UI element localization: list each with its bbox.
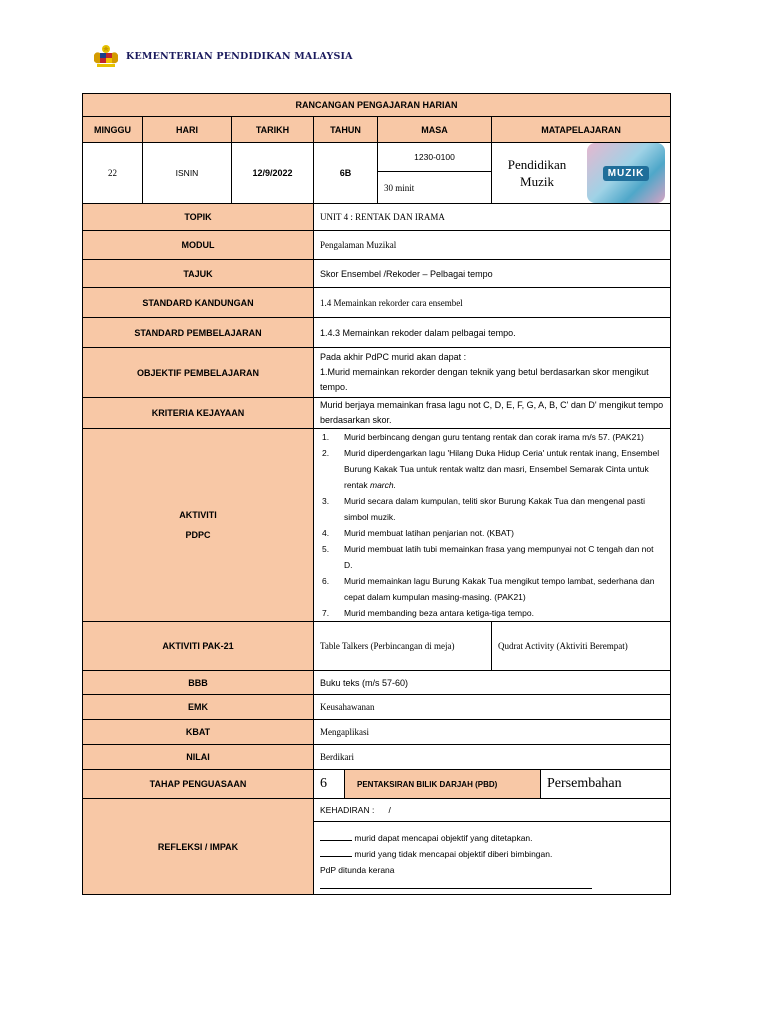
nilai-value: Berdikari (314, 745, 671, 770)
aktiviti-label (83, 429, 314, 622)
col-hari: HARI (143, 117, 232, 143)
masa-duration: 30 minit (378, 172, 492, 204)
refleksi-line-1: murid dapat mencapai objektif yang ditetapkan. (320, 830, 664, 846)
kriteria-label: KRITERIA KEJAYAAN (83, 398, 314, 429)
pbd-label: PENTAKSIRAN BILIK DARJAH (PBD) (345, 770, 541, 798)
objektif-intro: Pada akhir PdPC murid akan dapat : (320, 352, 467, 362)
col-tarikh: TARIKH (232, 117, 314, 143)
sk-value: 1.4 Memainkan rekorder cara ensembel (314, 288, 671, 318)
col-masa: MASA (378, 117, 492, 143)
malaysia-coat-of-arms-icon (92, 43, 120, 69)
bbb-label: BBB (83, 671, 314, 695)
logo-text: MUZIK (603, 166, 650, 181)
pak21-activity-b: Qudrat Activity (Aktiviti Berempat) (492, 622, 671, 671)
page-header (92, 42, 353, 70)
pak21-label: AKTIVITI PAK-21 (83, 622, 314, 671)
tarikh-value: 12/9/2022 (232, 143, 314, 204)
tajuk-value: Skor Ensembel /Rekoder – Pelbagai tempo (314, 260, 671, 288)
refleksi-line-3: PdP ditunda kerana (320, 862, 664, 894)
objektif-value (314, 348, 671, 398)
col-matapelajaran: MATAPELAJARAN (492, 117, 671, 143)
subject-cell (492, 143, 671, 204)
objektif-item: 1.Murid memainkan rekorder dengan teknik yang betul berdasarkan skor mengikut tempo. (320, 367, 649, 392)
lesson-plan-table (82, 93, 671, 895)
kriteria-value: Murid berjaya memainkan frasa lagu not C, D, E, F, G, A, B, C' dan D' mengikut tempo berdasarkan skor. (314, 398, 671, 429)
kbat-value: Mengaplikasi (314, 720, 671, 745)
topik-label: TOPIK (83, 204, 314, 231)
list-item: 2. Murid diperdengarkan lagu 'Hilang Duka Hidup Ceria' untuk rentak inang, Ensembel Burung Kakak Tua untuk rentak waltz dan masri, Ensembel Semarak Cinta untuk rentak march. (322, 448, 660, 490)
kbat-label: KBAT (83, 720, 314, 745)
objektif-label: OBJEKTIF PEMBELAJARAN (83, 348, 314, 398)
list-item: 5. Murid membuat latih tubi memainkan frasa yang mempunyai not C tengah dan not D. (322, 544, 654, 570)
emk-value: Keusahawanan (314, 695, 671, 720)
refleksi-line-2: murid yang tidak mencapai objektif diberi bimbingan. (320, 846, 664, 862)
pbd-value: Persembahan (547, 776, 622, 791)
tahap-label: TAHAP PENGUASAAN (83, 770, 314, 799)
aktiviti-label-1: AKTIVITI (179, 510, 217, 520)
blank-field[interactable] (320, 848, 352, 857)
list-item: 6. Murid memainkan lagu Burung Kakak Tua mengikut tempo lambat, sederhana dan cepat dalam kumpulan masing-masing. (PAK21) (322, 576, 655, 602)
aktiviti-list (320, 429, 664, 621)
sk-label: STANDARD KANDUNGAN (83, 288, 314, 318)
tahun-value: 6B (314, 143, 378, 204)
kehadiran-field[interactable]: KEHADIRAN : / (314, 799, 670, 822)
col-tahun: TAHUN (314, 117, 378, 143)
ministry-name: KEMENTERIAN PENDIDIKAN MALAYSIA (126, 50, 353, 62)
modul-label: MODUL (83, 231, 314, 260)
col-minggu: MINGGU (83, 117, 143, 143)
sp-value: 1.4.3 Memainkan rekoder dalam pelbagai tempo. (314, 318, 671, 348)
plan-title: RANCANGAN PENGAJARAN HARIAN (83, 94, 671, 117)
tahap-cell (314, 770, 671, 799)
sp-label: STANDARD PEMBELAJARAN (83, 318, 314, 348)
refleksi-label: REFLEKSI / IMPAK (83, 799, 314, 895)
nilai-label: NILAI (83, 745, 314, 770)
list-item: 3. Murid secara dalam kumpulan, teliti skor Burung Kakak Tua dan mengenal pasti simbol muzik. (322, 496, 645, 522)
refleksi-cell (314, 799, 671, 895)
modul-value: Pengalaman Muzikal (314, 231, 671, 260)
list-item: 1. Murid berbincang dengan guru tentang rentak dan corak irama m/s 57. (PAK21) (322, 432, 644, 442)
list-item: 4. Murid membuat latihan penjarian not. (KBAT) (322, 528, 514, 538)
hari-value: ISNIN (143, 143, 232, 204)
list-item: 7. Murid membanding beza antara ketiga-tiga tempo. (322, 608, 534, 618)
tahap-value: 6 (314, 770, 345, 798)
pak21-activity-a: Table Talkers (Perbincangan di meja) (314, 622, 492, 671)
aktiviti-label-2: PDPC (185, 530, 211, 540)
minggu-value: 22 (83, 143, 143, 204)
subject-logo (582, 143, 670, 203)
music-logo-icon (587, 143, 665, 203)
masa-time: 1230-0100 (378, 143, 492, 172)
blank-field[interactable] (320, 880, 592, 889)
tajuk-label: TAJUK (83, 260, 314, 288)
emk-label: EMK (83, 695, 314, 720)
blank-field[interactable] (320, 832, 352, 841)
subject-name: Pendidikan Muzik (507, 157, 567, 189)
bbb-value: Buku teks (m/s 57-60) (314, 671, 671, 695)
aktiviti-list-cell (314, 429, 671, 622)
topik-value: UNIT 4 : RENTAK DAN IRAMA (314, 204, 671, 231)
